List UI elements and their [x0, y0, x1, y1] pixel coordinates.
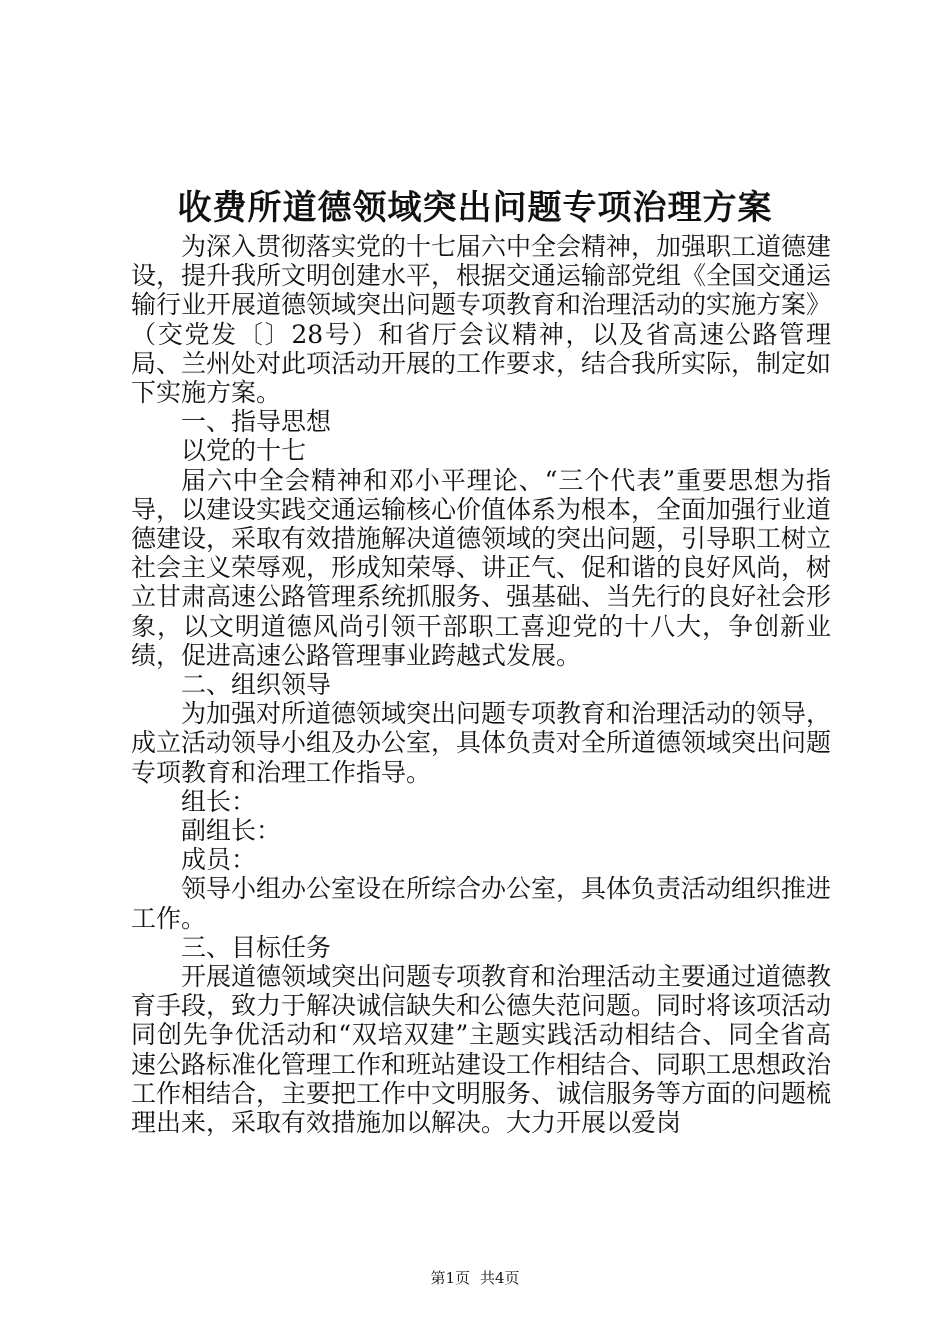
field-members: 成员：	[181, 845, 257, 875]
field-deputy-leader: 副组长：	[181, 816, 282, 846]
page-footer	[0, 1268, 950, 1288]
heading-goals: 三、目标任务	[181, 932, 332, 962]
field-leader: 组长：	[181, 786, 257, 816]
paragraph-office: 领导小组办公室设在所综合办公室，具体负责活动组织推进工作。	[131, 874, 832, 933]
page-number: 第1页	[430, 1269, 470, 1287]
paragraph-guiding-ideology: 届六中全会精神和邓小平理论、“三个代表”重要思想为指导，以建设实践交通运输核心价值体系为根本，全面加强行业道德建设，采取有效措施解决道德领域的突出问题，引导职工树立社会主义荣辱观，形成知荣辱、讲正气、促和谐的良好风尚，树立甘肃高速公路管理系统抓服务、强基础、当先行的良好社会形象，以文明道德风尚引领干部职工喜迎党的十八大，争创新业绩，促进高速公路管理事业跨越式发展。	[131, 465, 832, 670]
paragraph-line: 以党的十七	[181, 436, 307, 466]
page-total: 共4页	[480, 1269, 520, 1287]
document-title: 收费所道德领域突出问题专项治理方案	[177, 188, 773, 228]
heading-guiding-ideology: 一、指导思想	[181, 407, 332, 437]
document-body	[131, 232, 831, 1137]
heading-organization: 二、组织领导	[181, 670, 332, 700]
paragraph-intro: 为深入贯彻落实党的十七届六中全会精神，加强职工道德建设，提升我所文明创建水平，根据交通运输部党组《全国交通运输行业开展道德领域突出问题专项教育和治理活动的实施方案》（交党发〔〕28号）和省厅会议精神，以及省高速公路管理局、兰州处对此项活动开展的工作要求，结合我所实际，制定如下实施方案。	[131, 232, 832, 408]
paragraph-goals: 开展道德领域突出问题专项教育和治理活动主要通过道德教育手段，致力于解决诚信缺失和公德失范问题。同时将该项活动同创先争优活动和“双培双建”主题实践活动相结合、同全省高速公路标准化管理工作和班站建设工作相结合、同职工思想政治工作相结合，主要把工作中文明服务、诚信服务等方面的问题梳理出来，采取有效措施加以解决。大力开展以爱岗	[131, 962, 832, 1138]
paragraph-organization: 为加强对所道德领域突出问题专项教育和治理活动的领导，成立活动领导小组及办公室，具体负责对全所道德领域突出问题专项教育和治理工作指导。	[131, 699, 832, 787]
